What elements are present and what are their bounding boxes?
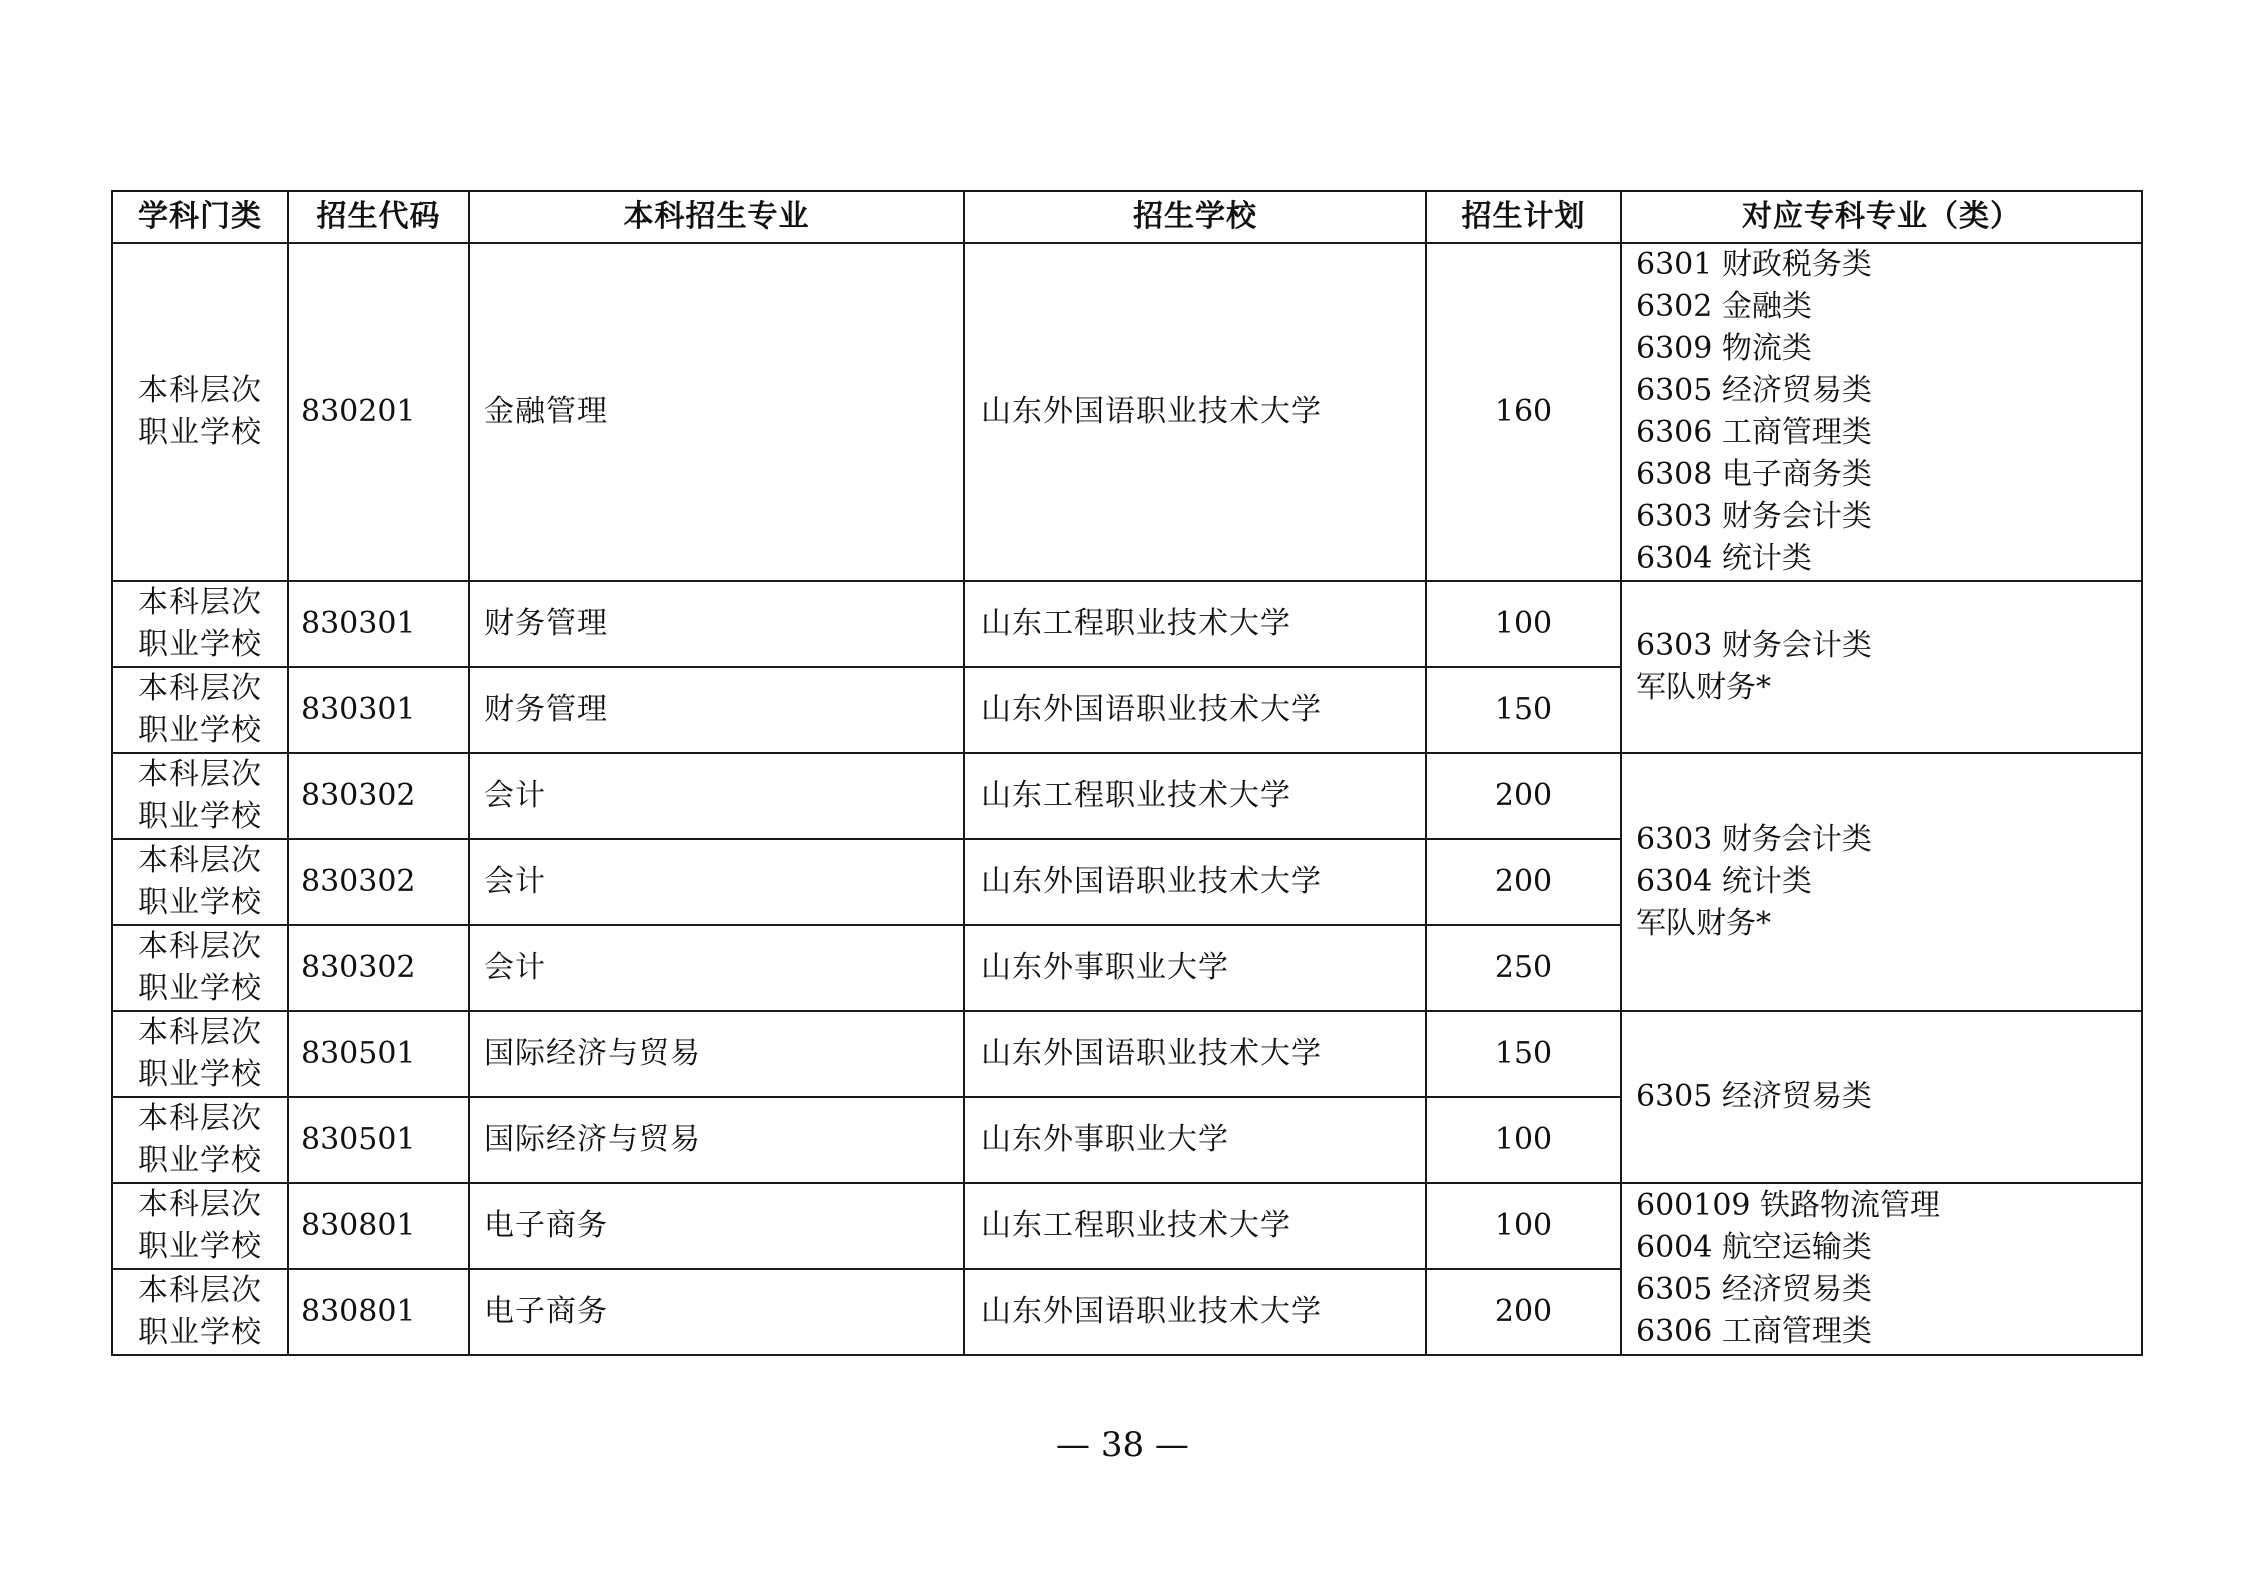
school-cell: 山东外事职业大学: [964, 1097, 1426, 1183]
school-cell: 山东外国语职业技术大学: [964, 1269, 1426, 1355]
major-cell: 国际经济与贸易: [469, 1097, 964, 1183]
category-cell: 本科层次 职业学校: [112, 753, 288, 839]
school-cell: 山东外国语职业技术大学: [964, 1011, 1426, 1097]
code-cell: 830301: [288, 581, 469, 667]
school-cell: 山东工程职业技术大学: [964, 581, 1426, 667]
corresponding-cell: 600109 铁路物流管理 6004 航空运输类 6305 经济贸易类 6306 工商管理类: [1621, 1183, 2142, 1355]
table-row: [112, 581, 2142, 667]
header-category: 学科门类: [112, 191, 288, 243]
category-cell: 本科层次 职业学校: [112, 1011, 288, 1097]
school-cell: 山东工程职业技术大学: [964, 1183, 1426, 1269]
code-cell: 830801: [288, 1269, 469, 1355]
plan-cell: 200: [1426, 753, 1621, 839]
table-header-row: [112, 191, 2142, 243]
major-cell: 电子商务: [469, 1183, 964, 1269]
code-cell: 830501: [288, 1097, 469, 1183]
plan-cell: 250: [1426, 925, 1621, 1011]
code-cell: 830501: [288, 1011, 469, 1097]
header-major: 本科招生专业: [469, 191, 964, 243]
corresponding-cell: 6301 财政税务类 6302 金融类 6309 物流类 6305 经济贸易类 6306 工商管理类 6308 电子商务类 6303 财务会计类 6304 统计类: [1621, 243, 2142, 581]
major-cell: 财务管理: [469, 581, 964, 667]
school-cell: 山东外国语职业技术大学: [964, 243, 1426, 581]
school-cell: 山东工程职业技术大学: [964, 753, 1426, 839]
major-cell: 会计: [469, 925, 964, 1011]
category-cell: 本科层次 职业学校: [112, 667, 288, 753]
category-cell: 本科层次 职业学校: [112, 1183, 288, 1269]
table-row: [112, 753, 2142, 839]
code-cell: 830302: [288, 925, 469, 1011]
plan-cell: 100: [1426, 1097, 1621, 1183]
major-cell: 国际经济与贸易: [469, 1011, 964, 1097]
code-cell: 830302: [288, 839, 469, 925]
category-cell: 本科层次 职业学校: [112, 839, 288, 925]
corresponding-cell: 6303 财务会计类 6304 统计类 军队财务*: [1621, 753, 2142, 1011]
school-cell: 山东外国语职业技术大学: [964, 667, 1426, 753]
major-cell: 金融管理: [469, 243, 964, 581]
corresponding-cell: 6303 财务会计类 军队财务*: [1621, 581, 2142, 753]
header-code: 招生代码: [288, 191, 469, 243]
header-school: 招生学校: [964, 191, 1426, 243]
school-cell: 山东外国语职业技术大学: [964, 839, 1426, 925]
plan-cell: 100: [1426, 581, 1621, 667]
corresponding-cell: 6305 经济贸易类: [1621, 1011, 2142, 1183]
major-cell: 财务管理: [469, 667, 964, 753]
code-cell: 830801: [288, 1183, 469, 1269]
category-cell: 本科层次 职业学校: [112, 1097, 288, 1183]
table-row: [112, 1183, 2142, 1269]
plan-cell: 150: [1426, 1011, 1621, 1097]
code-cell: 830302: [288, 753, 469, 839]
major-cell: 会计: [469, 753, 964, 839]
enrollment-table: [111, 190, 2143, 1356]
code-cell: 830201: [288, 243, 469, 581]
major-cell: 电子商务: [469, 1269, 964, 1355]
school-cell: 山东外事职业大学: [964, 925, 1426, 1011]
category-cell: 本科层次 职业学校: [112, 581, 288, 667]
code-cell: 830301: [288, 667, 469, 753]
category-cell: 本科层次 职业学校: [112, 1269, 288, 1355]
plan-cell: 200: [1426, 839, 1621, 925]
category-cell: 本科层次 职业学校: [112, 243, 288, 581]
plan-cell: 200: [1426, 1269, 1621, 1355]
table-row: [112, 1011, 2142, 1097]
plan-cell: 100: [1426, 1183, 1621, 1269]
page-number: — 38 —: [1056, 1425, 1189, 1465]
category-cell: 本科层次 职业学校: [112, 925, 288, 1011]
header-plan: 招生计划: [1426, 191, 1621, 243]
header-corresponding: 对应专科专业（类）: [1621, 191, 2142, 243]
plan-cell: 150: [1426, 667, 1621, 753]
table-row: [112, 243, 2142, 581]
plan-cell: 160: [1426, 243, 1621, 581]
major-cell: 会计: [469, 839, 964, 925]
